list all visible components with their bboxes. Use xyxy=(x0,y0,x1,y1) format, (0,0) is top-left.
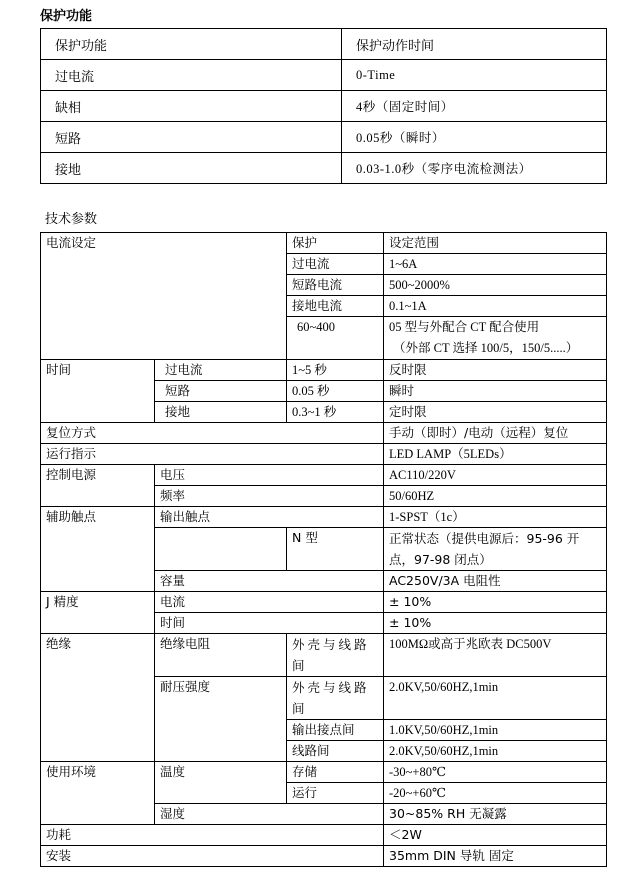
cell-value: LED LAMP（5LEDs） xyxy=(384,444,607,465)
protection-heading: 保护功能 xyxy=(40,9,93,24)
header-cell-function: 保护功能 xyxy=(41,29,342,60)
cell-function: 过电流 xyxy=(41,60,342,91)
table-row xyxy=(41,60,607,91)
row-label-aux-contacts: 辅助触点 xyxy=(41,507,155,592)
cell-name: 绝缘电阻 xyxy=(155,634,287,677)
cell-value: 2.0KV,50/60HZ,1min xyxy=(384,677,607,720)
cell-name: N 型 xyxy=(287,528,384,571)
cell-value: ± 10% xyxy=(384,592,607,613)
cell-function: 短路 xyxy=(41,122,342,153)
cell-value: 正常状态（提供电源后：95-96 开点，97-98 闭点） xyxy=(384,528,607,571)
protection-table xyxy=(40,28,607,184)
cell-value: AC110/220V xyxy=(384,465,607,486)
cell-value: 500~2000% xyxy=(384,275,607,296)
row-label-insulation: 绝缘 xyxy=(41,634,155,762)
cell-value: 2.0KV,50/60HZ,1min xyxy=(384,741,607,762)
cell-value: 100MΩ或高于兆欧表 DC500V xyxy=(384,634,607,677)
cell-name: 过电流 xyxy=(155,360,287,381)
cell-name: 接地电流 xyxy=(287,296,384,317)
cell-value: 50/60HZ xyxy=(384,486,607,507)
table-row xyxy=(41,153,607,184)
tech-params-table xyxy=(40,232,607,867)
cell-name: 过电流 xyxy=(287,254,384,275)
cell-value: 手动（即时）/电动（远程）复位 xyxy=(384,423,607,444)
table-row xyxy=(41,825,607,846)
cell-value: 瞬时 xyxy=(384,381,607,402)
row-label-reset: 复位方式 xyxy=(41,423,384,444)
cell-value: 30~85% RH 无凝露 xyxy=(384,804,607,825)
cell-sub: 外壳与线路间 xyxy=(287,677,384,720)
cell-value: 0.1~1A xyxy=(384,296,607,317)
cell-range: 0.3~1 秒 xyxy=(287,402,384,423)
cell-time: 0.05秒（瞬时） xyxy=(342,122,607,153)
cell-value: 定时限 xyxy=(384,402,607,423)
row-label-environment: 使用环境 xyxy=(41,762,155,825)
cell-sub: 输出接点间 xyxy=(287,720,384,741)
cell-name: 电流 xyxy=(155,592,384,613)
row-label-power: 功耗 xyxy=(41,825,384,846)
cell-time: 0-Time xyxy=(342,60,607,91)
ct-note-line2: （外部 CT 选择 100/5，150/5.....） xyxy=(393,341,579,355)
cell-value xyxy=(384,317,607,360)
cell-name: 容量 xyxy=(155,571,384,592)
cell-name: 短路电流 xyxy=(287,275,384,296)
row-label-install: 安装 xyxy=(41,846,384,867)
cell-value: 1.0KV,50/60HZ,1min xyxy=(384,720,607,741)
cell-empty xyxy=(155,528,287,571)
cell-name: 时间 xyxy=(155,613,384,634)
cell-function: 接地 xyxy=(41,153,342,184)
row-label-accuracy: J 精度 xyxy=(41,592,155,634)
row-label-control-power: 控制电源 xyxy=(41,465,155,507)
cell-name: 耐压强度 xyxy=(155,677,287,762)
table-row xyxy=(41,122,607,153)
table-row xyxy=(41,846,607,867)
cell-range: 1~5 秒 xyxy=(287,360,384,381)
cell-name: 温度 xyxy=(155,762,287,804)
cell-sub: 线路间 xyxy=(287,741,384,762)
cell-name: 短路 xyxy=(155,381,287,402)
table-row xyxy=(41,592,607,613)
row-label-run-indicator: 运行指示 xyxy=(41,444,384,465)
row-label-current-setting: 电流设定 xyxy=(41,233,287,360)
header-cell-protection: 保护 xyxy=(287,233,384,254)
ct-note-line1: 05 型与外配合 CT 配合使用 xyxy=(389,320,540,334)
cell-name: 接地 xyxy=(155,402,287,423)
table-row xyxy=(41,233,607,254)
cell-value: -20~+60℃ xyxy=(384,783,607,804)
cell-value: 反时限 xyxy=(384,360,607,381)
tech-params-caption: 技术参数 xyxy=(45,212,98,227)
cell-name: 60~400 xyxy=(287,317,384,360)
cell-range: 0.05 秒 xyxy=(287,381,384,402)
cell-value: -30~+80℃ xyxy=(384,762,607,783)
table-row xyxy=(41,762,607,783)
cell-sub: 外壳与线路间 xyxy=(287,634,384,677)
cell-name: 输出触点 xyxy=(155,507,384,528)
cell-value: 1~6A xyxy=(384,254,607,275)
row-label-time: 时间 xyxy=(41,360,155,423)
table-row xyxy=(41,423,607,444)
cell-time: 0.03-1.0秒（零序电流检测法） xyxy=(342,153,607,184)
table-row xyxy=(41,444,607,465)
cell-name: 电压 xyxy=(155,465,384,486)
table-row xyxy=(41,91,607,122)
table-header-row xyxy=(41,29,607,60)
cell-name: 湿度 xyxy=(155,804,384,825)
table-row xyxy=(41,634,607,677)
cell-name: 频率 xyxy=(155,486,384,507)
cell-value: 1-SPST（1c） xyxy=(384,507,607,528)
cell-sub: 存储 xyxy=(287,762,384,783)
cell-sub: 运行 xyxy=(287,783,384,804)
cell-value: 35mm DIN 导轨 固定 xyxy=(384,846,607,867)
header-cell-range: 设定范围 xyxy=(384,233,607,254)
cell-value: AC250V/3A 电阻性 xyxy=(384,571,607,592)
cell-function: 缺相 xyxy=(41,91,342,122)
table-row xyxy=(41,507,607,528)
table-row xyxy=(41,360,607,381)
header-cell-time: 保护动作时间 xyxy=(342,29,607,60)
table-row xyxy=(41,465,607,486)
cell-time: 4秒（固定时间） xyxy=(342,91,607,122)
cell-value: ± 10% xyxy=(384,613,607,634)
cell-value: ＜2W xyxy=(384,825,607,846)
